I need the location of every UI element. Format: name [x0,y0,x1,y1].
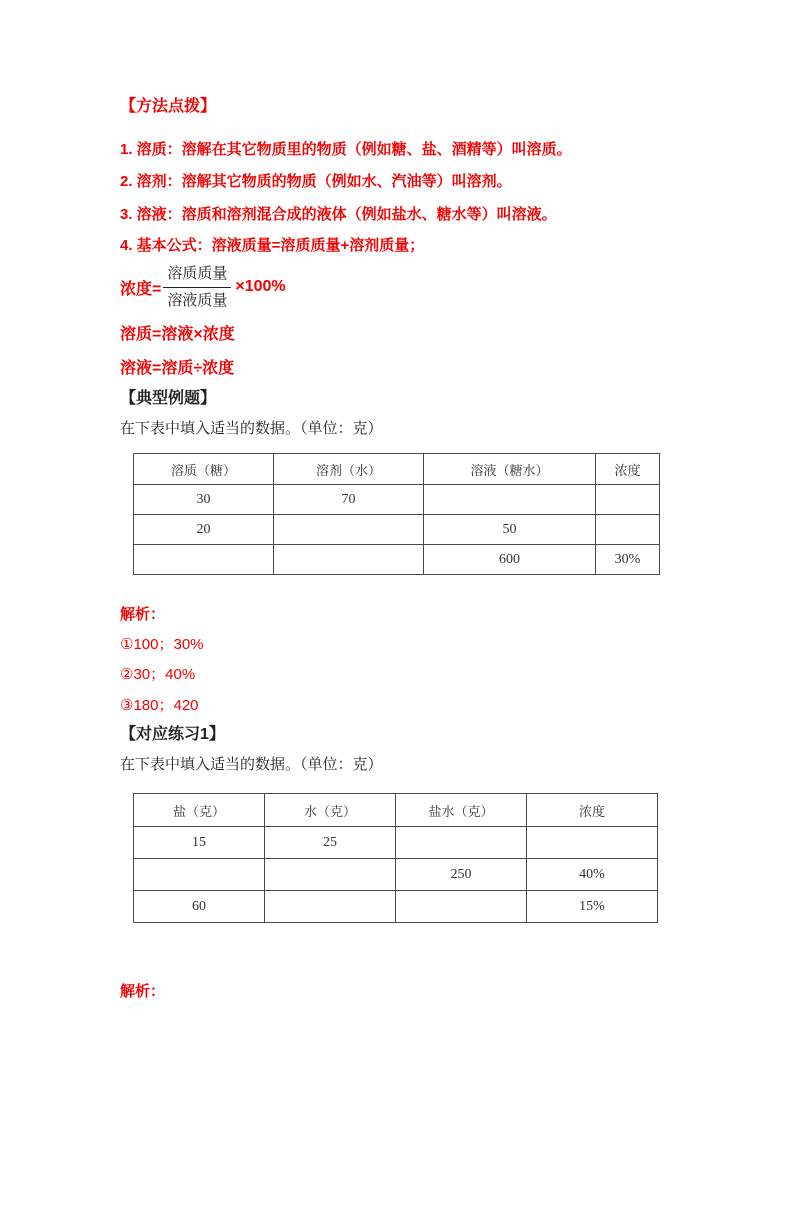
cell: 30% [596,545,660,575]
example-answer-2: ②30；40% [120,666,196,683]
cell: 250 [396,859,527,891]
fraction-numerator: 溶质质量 [163,262,231,288]
cell [265,859,396,891]
cell [134,859,265,891]
cell: 600 [424,545,596,575]
cell: 40% [527,859,658,891]
example-col-solution: 溶液（糖水） [424,454,596,485]
solution-formula: 溶液=溶质÷浓度 [120,360,235,377]
practice-col-concentration: 浓度 [527,794,658,827]
method-item-solute: 1. 溶质：溶解在其它物质里的物质（例如糖、盐、酒精等）叫溶质。 [120,141,572,158]
cell [274,515,424,545]
worksheet-page [0,97,793,1001]
example-col-concentration: 浓度 [596,454,660,485]
table-row [134,485,660,515]
example-col-solute: 溶质（糖） [134,454,274,485]
example-answer-3: ③180；420 [120,697,199,714]
example-table [133,453,660,575]
practice-col-saltwater: 盐水（克） [396,794,527,827]
practice-col-salt: 盐（克） [134,794,265,827]
example-table-header-row [134,454,660,485]
cell: 60 [134,891,265,923]
cell: 25 [265,827,396,859]
practice-analysis-label: 解析： [120,983,166,1000]
cell [424,485,596,515]
practice-prompt: 在下表中填入适当的数据。（单位：克） [120,756,383,773]
concentration-formula [120,259,693,315]
fraction-denominator: 溶液质量 [167,291,228,309]
cell: 15 [134,827,265,859]
table-row [134,827,658,859]
cell: 50 [424,515,596,545]
method-item-solution: 3. 溶液：溶质和溶剂混合成的液体（例如盐水、糖水等）叫溶液。 [120,206,557,223]
table-row [134,545,660,575]
cell [265,891,396,923]
solute-formula: 溶质=溶液×浓度 [120,326,235,343]
practice-section-title: 【对应练习1】 [120,726,225,743]
cell [274,545,424,575]
example-prompt: 在下表中填入适当的数据。（单位：克） [120,420,383,437]
table-row [134,891,658,923]
example-section-title: 【典型例题】 [120,390,217,407]
cell [527,827,658,859]
example-col-solvent: 溶剂（水） [274,454,424,485]
practice-col-water: 水（克） [265,794,396,827]
cell: 15% [527,891,658,923]
cell [596,485,660,515]
practice-table-header-row [134,794,658,827]
example-answer-1: ①100；30% [120,636,204,653]
cell [596,515,660,545]
practice-table [133,793,658,923]
example-analysis-label: 解析： [120,606,166,623]
cell: 30 [134,485,274,515]
cell [134,545,274,575]
method-section-title: 【方法点拨】 [120,98,217,115]
formula-suffix: ×100% [235,278,286,295]
formula-fraction [163,262,231,313]
cell: 70 [274,485,424,515]
method-item-solvent: 2. 溶剂：溶解其它物质的物质（例如水、汽油等）叫溶剂。 [120,173,512,190]
table-row [134,859,658,891]
cell: 20 [134,515,274,545]
cell [396,827,527,859]
cell [396,891,527,923]
table-row [134,515,660,545]
formula-lhs: 浓度= [120,280,162,298]
method-item-basic-formula: 4. 基本公式：溶液质量=溶质质量+溶剂质量； [120,237,425,254]
